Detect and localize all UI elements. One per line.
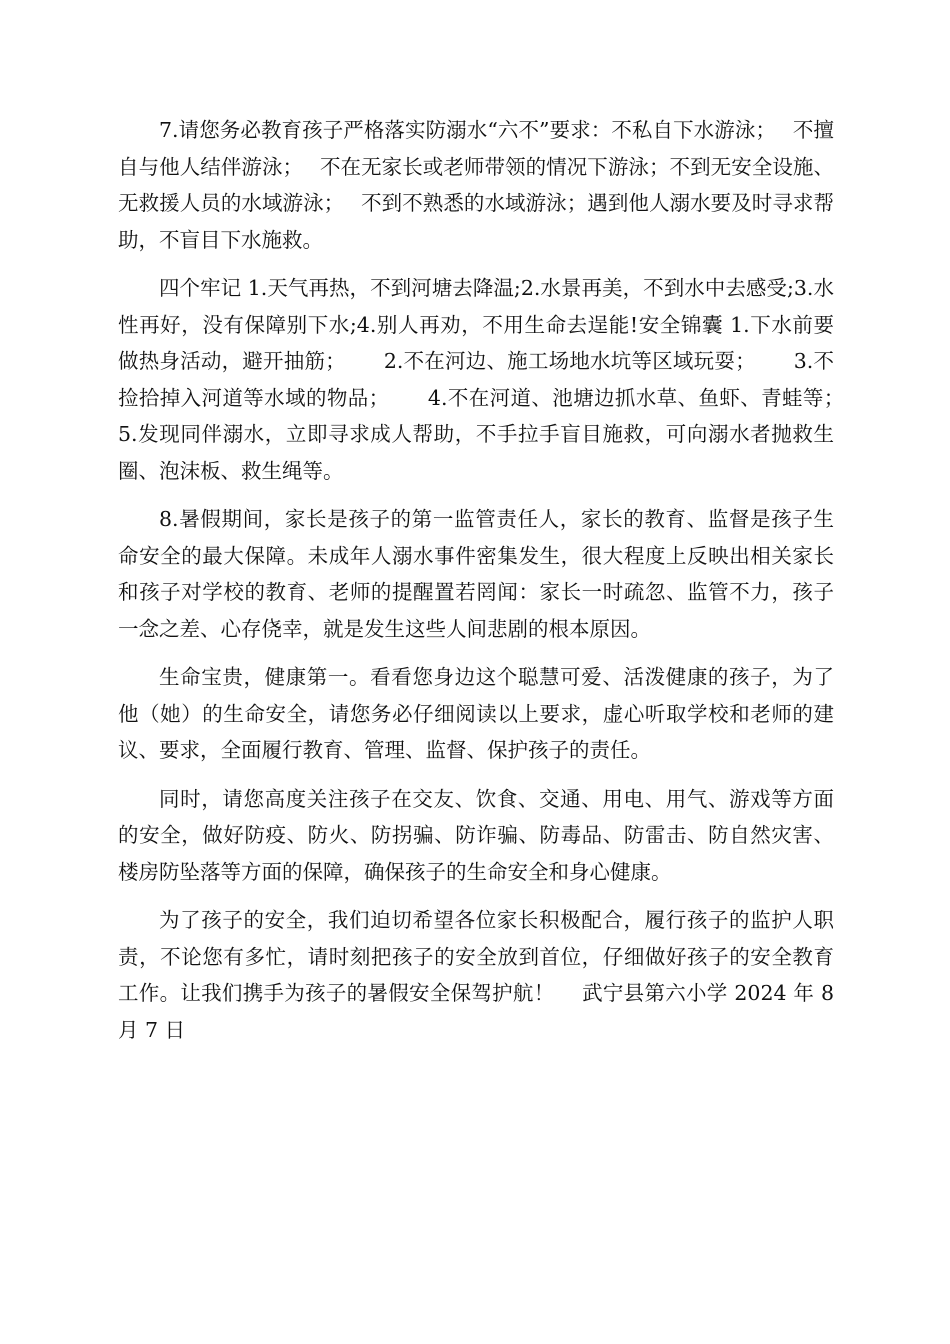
paragraph-four-remembers: 四个牢记 1.天气再热，不到河塘去降温;2.水景再美，不到水中去感受;3.水性再好，没有保障别下水;4.别人再劝，不用生命去逞能!安全锦囊 1.下水前要做热身活动，避开抽筋； 2.不在河边、施工场地水坑等区域玩耍； 3.不捡拾掉入河道等水域的物品； 4.不在河道、池塘边抓水草、鱼虾、青蛙等； 5.发现同伴溺水，立即寻求成人帮助，不手拉手盲目施救，可向溺水者抛救生圈、泡沫板、救生绳等。 bbox=[118, 276, 882, 483]
paragraph-life-precious: 生命宝贵，健康第一。看看您身边这个聪慧可爱、活泼健康的孩子，为了他（她）的生命安全，请您务必仔细阅读以上要求，虚心听取学校和老师的建议、要求，全面履行教育、管理、监督、保护孩子的责任。 bbox=[118, 665, 834, 762]
paragraph-other-safety: 同时，请您高度关注孩子在交友、饮食、交通、用电、用气、游戏等方面的安全，做好防疫、防火、防拐骗、防诈骗、防毒品、防雷击、防自然灾害、楼房防坠落等方面的保障，确保孩子的生命安全和身心健康。 bbox=[118, 786, 834, 884]
paragraph-drowning-six-rules: 7.请您务必教育孩子严格落实防溺水“六不”要求：不私自下水游泳； 不擅自与他人结伴游泳； 不在无家长或老师带领的情况下游泳；不到无安全设施、无救援人员的水域游泳； 不到不熟悉的水域游泳；遇到他人溺水要及时寻求帮助，不盲目下水施救。 bbox=[118, 118, 834, 252]
paragraph-closing-signature: 为了孩子的安全，我们迫切希望各位家长积极配合，履行孩子的监护人职责，不论您有多忙，请时刻把孩子的安全放到首位，仔细做好孩子的安全教育工作。让我们携手为孩子的暑假安全保驾护航！ 武宁县第六小学 2024 年 8 月 7 日 bbox=[118, 908, 841, 1042]
paragraph-parent-responsibility: 8.暑假期间，家长是孩子的第一监管责任人，家长的教育、监督是孩子生命安全的最大保障。未成年人溺水事件密集发生，很大程度上反映出相关家长和孩子对学校的教育、老师的提醒置若罔闻：家长一时疏忽、监管不力，孩子一念之差、心存侥幸，就是发生这些人间悲剧的根本原因。 bbox=[118, 507, 834, 641]
document-body bbox=[118, 112, 882, 1060]
